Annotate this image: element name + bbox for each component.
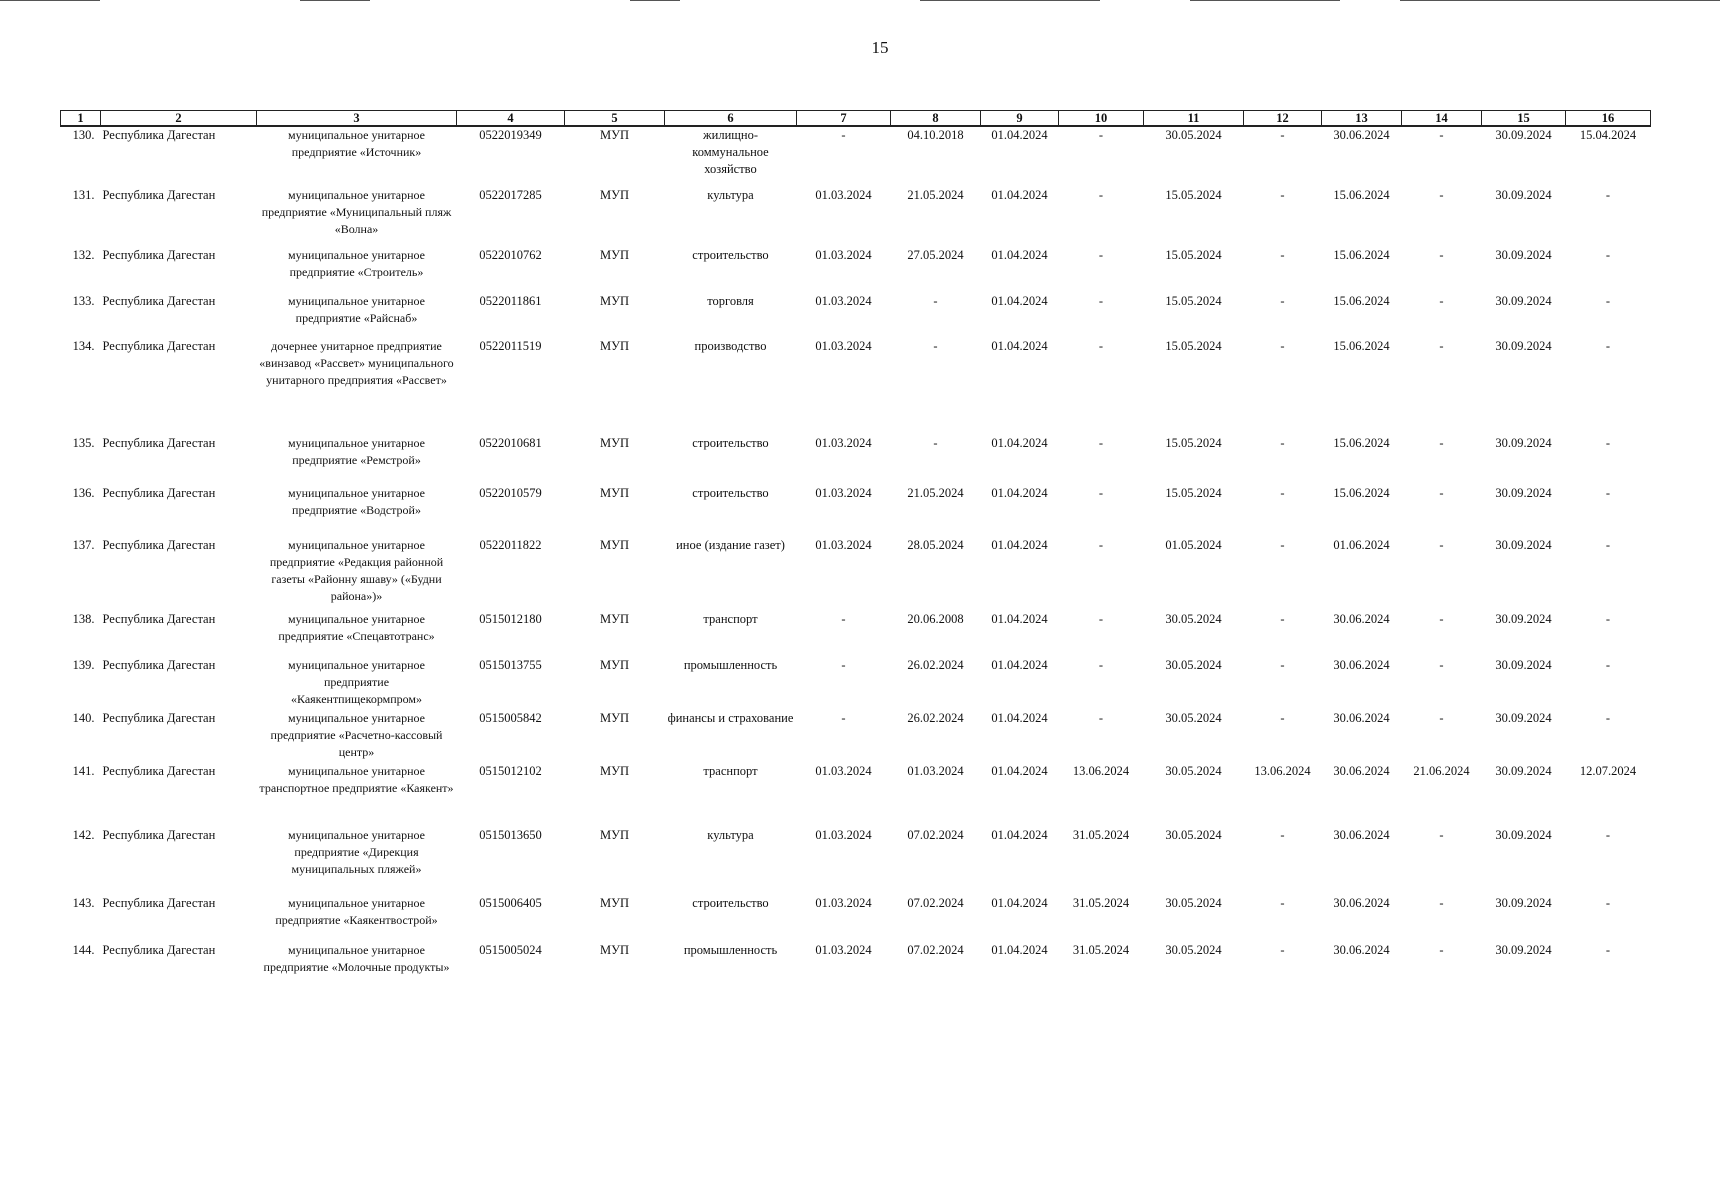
table-cell-col-13: 30.06.2024 (1333, 896, 1390, 910)
table-cell-col-7: 01.03.2024 (815, 339, 872, 353)
table-row (61, 763, 1651, 827)
table-cell-col-11: 30.05.2024 (1165, 711, 1222, 725)
table-body (61, 126, 1651, 1002)
table-cell-col-6: строительство (692, 896, 769, 910)
table-cell-col-4: 0522011519 (479, 339, 542, 353)
table-cell-col-13: 15.06.2024 (1333, 248, 1390, 262)
table-cell-col-4: 0522010579 (479, 486, 542, 500)
table-cell-col-8: 21.05.2024 (907, 486, 964, 500)
table-cell-col-16: 15.04.2024 (1579, 128, 1637, 142)
table-cell-col-2: Республика Дагестан (102, 896, 216, 910)
table-cell-col-6: культура (707, 188, 754, 202)
column-header: 11 (1144, 111, 1244, 127)
table-cell-col-12: 13.06.2024 (1254, 764, 1311, 778)
table-cell-col-16: - (1605, 538, 1611, 552)
table-row (61, 827, 1651, 895)
table-cell-col-12: - (1280, 128, 1285, 142)
table-cell-col-1: 136. (72, 486, 95, 500)
table-cell-col-2: Республика Дагестан (102, 943, 216, 957)
table-cell-col-11: 30.05.2024 (1165, 658, 1222, 672)
table-cell-col-14: 21.06.2024 (1413, 764, 1470, 778)
column-header: 2 (101, 111, 257, 127)
table-cell-col-13: 15.06.2024 (1333, 436, 1390, 450)
table-cell-col-5: МУП (600, 764, 629, 778)
table-cell-col-3: муниципальное унитарное предприятие «Водстрой» (288, 486, 425, 517)
table-cell-col-13: 30.06.2024 (1333, 612, 1390, 626)
table-cell-col-11: 30.05.2024 (1165, 828, 1222, 842)
table-cell-col-12: - (1280, 828, 1285, 842)
table-cell-col-11: 15.05.2024 (1165, 294, 1222, 308)
table-cell-col-11: 15.05.2024 (1165, 248, 1222, 262)
table-cell-col-7: 01.03.2024 (815, 436, 872, 450)
table-cell-col-9: 01.04.2024 (991, 764, 1048, 778)
table-cell-col-5: МУП (600, 658, 629, 672)
table-cell-col-15: 30.09.2024 (1495, 128, 1552, 142)
table-cell-col-3: муниципальное унитарное предприятие «Спецавтотранс» (278, 612, 435, 643)
table-cell-col-2: Республика Дагестан (102, 612, 216, 626)
table-cell-col-8: 20.06.2008 (907, 612, 964, 626)
table-cell-col-7: 01.03.2024 (815, 538, 872, 552)
table-cell-col-9: 01.04.2024 (991, 128, 1048, 142)
table-cell-col-15: 30.09.2024 (1495, 538, 1552, 552)
table-cell-col-9: 01.04.2024 (991, 658, 1048, 672)
table-cell-col-2: Республика Дагестан (102, 658, 216, 672)
column-header: 8 (891, 111, 981, 127)
table-cell-col-7: - (841, 711, 846, 725)
table-cell-col-8: 21.05.2024 (907, 188, 964, 202)
table-cell-col-15: 30.09.2024 (1495, 943, 1552, 957)
table-cell-col-9: 01.04.2024 (991, 711, 1048, 725)
table-cell-col-7: - (841, 658, 846, 672)
table-cell-col-1: 134. (72, 339, 95, 353)
table-cell-col-16: - (1605, 896, 1611, 910)
table-cell-col-9: 01.04.2024 (991, 294, 1048, 308)
table-row (61, 126, 1651, 187)
column-header: 6 (665, 111, 797, 127)
table-cell-col-1: 139. (72, 658, 95, 672)
table-cell-col-4: 0515012180 (479, 612, 542, 626)
table-cell-col-4: 0515005024 (479, 943, 542, 957)
table-cell-col-11: 30.05.2024 (1165, 943, 1222, 957)
table-cell-col-10: 31.05.2024 (1072, 896, 1130, 910)
table-cell-col-10: - (1098, 486, 1104, 500)
table-row (61, 895, 1651, 942)
table-cell-col-2: Республика Дагестан (102, 486, 216, 500)
table-cell-col-11: 30.05.2024 (1165, 764, 1222, 778)
table-cell-col-1: 135. (72, 436, 95, 450)
table-cell-col-10: - (1098, 128, 1104, 142)
table-cell-col-13: 15.06.2024 (1333, 486, 1390, 500)
table-cell-col-14: - (1439, 339, 1444, 353)
table-cell-col-3: муниципальное унитарное предприятие «Муниципальный пляж «Волна» (261, 188, 452, 236)
table-cell-col-9: 01.04.2024 (991, 612, 1048, 626)
column-header: 15 (1482, 111, 1566, 127)
column-header: 7 (797, 111, 891, 127)
table-cell-col-10: - (1098, 612, 1104, 626)
table-cell-col-10: - (1098, 248, 1104, 262)
table-cell-col-7: 01.03.2024 (815, 943, 872, 957)
table-cell-col-8: 07.02.2024 (907, 943, 964, 957)
table-cell-col-8: 26.02.2024 (907, 658, 964, 672)
table-cell-col-9: 01.04.2024 (991, 339, 1048, 353)
table-cell-col-3: муниципальное унитарное предприятие «Райснаб» (288, 294, 425, 325)
table-cell-col-15: 30.09.2024 (1495, 339, 1552, 353)
table-cell-col-11: 30.05.2024 (1165, 612, 1222, 626)
table-cell-col-1: 141. (72, 764, 95, 778)
table-cell-col-5: МУП (600, 188, 629, 202)
table-cell-col-13: 15.06.2024 (1333, 294, 1390, 308)
table-cell-col-15: 30.09.2024 (1495, 828, 1552, 842)
column-header: 1 (61, 111, 101, 127)
table-cell-col-2: Республика Дагестан (102, 128, 216, 142)
table-cell-col-6: финансы и страхование (667, 711, 794, 725)
table-row (61, 657, 1651, 710)
table-cell-col-1: 133. (72, 294, 95, 308)
table-cell-col-11: 15.05.2024 (1165, 436, 1222, 450)
table-cell-col-2: Республика Дагестан (102, 436, 216, 450)
table-cell-col-5: МУП (600, 828, 629, 842)
column-header: 16 (1566, 111, 1651, 127)
table-cell-col-8: - (933, 294, 938, 308)
table-cell-col-5: МУП (600, 294, 629, 308)
table-cell-col-1: 130. (72, 128, 95, 142)
table-cell-col-9: 01.04.2024 (991, 248, 1048, 262)
table-cell-col-2: Республика Дагестан (102, 828, 216, 842)
table-cell-col-12: - (1280, 711, 1285, 725)
table-cell-col-11: 01.05.2024 (1165, 538, 1222, 552)
table-cell-col-7: 01.03.2024 (815, 248, 872, 262)
table-cell-col-10: - (1098, 658, 1104, 672)
table-cell-col-15: 30.09.2024 (1495, 764, 1552, 778)
table-cell-col-9: 01.04.2024 (991, 436, 1048, 450)
table-cell-col-4: 0522019349 (479, 128, 542, 142)
table-cell-col-1: 132. (72, 248, 95, 262)
table-cell-col-3: муниципальное унитарное предприятие «Каякентпищекормпром» (288, 658, 425, 706)
table-cell-col-3: муниципальное унитарное транспортное предприятие «Каякент» (259, 764, 454, 795)
table-cell-col-2: Республика Дагестан (102, 711, 216, 725)
table-header-row (61, 111, 1651, 127)
table-cell-col-3: муниципальное унитарное предприятие «Строитель» (288, 248, 425, 279)
table-cell-col-11: 30.05.2024 (1165, 128, 1222, 142)
table-cell-col-14: - (1439, 612, 1444, 626)
table-cell-col-1: 140. (72, 711, 95, 725)
table-cell-col-3: муниципальное унитарное предприятие «Дирекция муниципальных пляжей» (288, 828, 425, 876)
table-cell-col-4: 0515013650 (479, 828, 542, 842)
table-cell-col-9: 01.04.2024 (991, 538, 1048, 552)
table-cell-col-6: жилищно-коммунальное хозяйство (692, 128, 769, 176)
column-header: 10 (1059, 111, 1144, 127)
table-cell-col-12: - (1280, 658, 1285, 672)
table-cell-col-13: 30.06.2024 (1333, 764, 1390, 778)
table-cell-col-15: 30.09.2024 (1495, 436, 1552, 450)
table-cell-col-10: - (1098, 339, 1104, 353)
table-cell-col-14: - (1439, 711, 1444, 725)
table-cell-col-6: промышленность (683, 943, 778, 957)
column-header: 13 (1322, 111, 1402, 127)
table-cell-col-7: - (841, 612, 846, 626)
table-cell-col-10: 13.06.2024 (1072, 764, 1130, 778)
table-cell-col-14: - (1439, 828, 1444, 842)
table-cell-col-11: 30.05.2024 (1165, 896, 1222, 910)
column-header: 9 (981, 111, 1059, 127)
table-cell-col-8: - (933, 339, 938, 353)
table-cell-col-12: - (1280, 896, 1285, 910)
table-cell-col-12: - (1280, 294, 1285, 308)
table-cell-col-8: 26.02.2024 (907, 711, 964, 725)
table-cell-col-3: дочернее унитарное предприятие «винзавод «Рассвет» муниципального унитарного предприятия «Рассвет» (259, 339, 454, 387)
table-cell-col-1: 142. (72, 828, 95, 842)
table-cell-col-7: 01.03.2024 (815, 896, 872, 910)
table-cell-col-16: - (1605, 248, 1611, 262)
table-cell-col-14: - (1439, 943, 1444, 957)
table-cell-col-4: 0522017285 (479, 188, 542, 202)
table-cell-col-5: МУП (600, 711, 629, 725)
table-cell-col-13: 15.06.2024 (1333, 339, 1390, 353)
table-cell-col-7: 01.03.2024 (815, 828, 872, 842)
table-cell-col-16: - (1605, 711, 1611, 725)
table-cell-col-6: культура (707, 828, 754, 842)
table-cell-col-11: 15.05.2024 (1165, 339, 1222, 353)
table-row (61, 293, 1651, 338)
table-row (61, 611, 1651, 657)
table-cell-col-3: муниципальное унитарное предприятие «Расчетно-кассовый центр» (270, 711, 443, 759)
table-cell-col-12: - (1280, 248, 1285, 262)
table-cell-col-16: - (1605, 294, 1611, 308)
table-cell-col-12: - (1280, 538, 1285, 552)
table-cell-col-2: Республика Дагестан (102, 339, 216, 353)
table-cell-col-2: Республика Дагестан (102, 188, 216, 202)
table-cell-col-16: - (1605, 486, 1611, 500)
table-cell-col-5: МУП (600, 943, 629, 957)
table-cell-col-13: 30.06.2024 (1333, 828, 1390, 842)
table-cell-col-13: 15.06.2024 (1333, 188, 1390, 202)
table-cell-col-16: - (1605, 612, 1611, 626)
column-header: 14 (1402, 111, 1482, 127)
table-cell-col-16: - (1605, 828, 1611, 842)
table-cell-col-16: - (1605, 943, 1611, 957)
table-cell-col-7: 01.03.2024 (815, 764, 872, 778)
table-cell-col-8: 07.02.2024 (907, 896, 964, 910)
table-cell-col-10: - (1098, 436, 1104, 450)
table-cell-col-14: - (1439, 538, 1444, 552)
table-cell-col-9: 01.04.2024 (991, 486, 1048, 500)
table-cell-col-16: 12.07.2024 (1579, 764, 1637, 778)
table-cell-col-2: Республика Дагестан (102, 538, 216, 552)
table-cell-col-5: МУП (600, 128, 629, 142)
table-row (61, 710, 1651, 763)
table-cell-col-10: - (1098, 188, 1104, 202)
table-cell-col-16: - (1605, 339, 1611, 353)
table-cell-col-6: транспорт (703, 612, 758, 626)
enterprise-registry-table (60, 110, 1651, 1002)
table-cell-col-9: 01.04.2024 (991, 943, 1048, 957)
table-cell-col-8: 28.05.2024 (907, 538, 964, 552)
table-cell-col-12: - (1280, 612, 1285, 626)
table-cell-col-14: - (1439, 188, 1444, 202)
table-cell-col-6: промышленность (683, 658, 778, 672)
table-cell-col-3: муниципальное унитарное предприятие «Источник» (288, 128, 425, 159)
table-cell-col-16: - (1605, 658, 1611, 672)
table-cell-col-1: 137. (72, 538, 95, 552)
table-cell-col-9: 01.04.2024 (991, 188, 1048, 202)
table-cell-col-10: - (1098, 538, 1104, 552)
table-cell-col-1: 144. (72, 943, 95, 957)
table-cell-col-7: 01.03.2024 (815, 486, 872, 500)
table-cell-col-13: 01.06.2024 (1333, 538, 1390, 552)
table-row (61, 187, 1651, 247)
table-cell-col-15: 30.09.2024 (1495, 896, 1552, 910)
table-cell-col-3: муниципальное унитарное предприятие «Каякентвострой» (275, 896, 438, 927)
table-cell-col-6: строительство (692, 436, 769, 450)
table-cell-col-4: 0515005842 (479, 711, 542, 725)
scan-edge-marks (0, 0, 1721, 6)
table-cell-col-15: 30.09.2024 (1495, 486, 1552, 500)
table-cell-col-5: МУП (600, 339, 629, 353)
table-cell-col-8: 27.05.2024 (907, 248, 964, 262)
table-cell-col-8: 07.02.2024 (907, 828, 964, 842)
table-cell-col-15: 30.09.2024 (1495, 188, 1552, 202)
table-cell-col-8: 04.10.2018 (907, 128, 964, 142)
table-row (61, 485, 1651, 537)
table-cell-col-12: - (1280, 339, 1285, 353)
table-cell-col-13: 30.06.2024 (1333, 711, 1390, 725)
column-header: 3 (257, 111, 457, 127)
table-cell-col-5: МУП (600, 538, 629, 552)
table-cell-col-14: - (1439, 294, 1444, 308)
table-cell-col-13: 30.06.2024 (1333, 943, 1390, 957)
table-cell-col-13: 30.06.2024 (1333, 658, 1390, 672)
table-cell-col-4: 0522010681 (479, 436, 542, 450)
table-cell-col-6: строительство (692, 248, 769, 262)
table-cell-col-11: 15.05.2024 (1165, 188, 1222, 202)
table-cell-col-12: - (1280, 436, 1285, 450)
table-row (61, 338, 1651, 435)
table-cell-col-1: 143. (72, 896, 95, 910)
table-cell-col-14: - (1439, 486, 1444, 500)
column-header: 12 (1244, 111, 1322, 127)
table-cell-col-12: - (1280, 188, 1285, 202)
column-header: 5 (565, 111, 665, 127)
table-cell-col-16: - (1605, 188, 1611, 202)
table-cell-col-7: - (841, 128, 846, 142)
table-cell-col-15: 30.09.2024 (1495, 612, 1552, 626)
table-cell-col-14: - (1439, 896, 1444, 910)
table-cell-col-15: 30.09.2024 (1495, 248, 1552, 262)
table-row (61, 247, 1651, 293)
table-cell-col-5: МУП (600, 896, 629, 910)
table-cell-col-16: - (1605, 436, 1611, 450)
table-cell-col-1: 138. (72, 612, 95, 626)
table-cell-col-13: 30.06.2024 (1333, 128, 1390, 142)
table-cell-col-6: торговля (707, 294, 754, 308)
table-cell-col-14: - (1439, 248, 1444, 262)
table-cell-col-2: Республика Дагестан (102, 764, 216, 778)
table-cell-col-12: - (1280, 943, 1285, 957)
table-cell-col-3: муниципальное унитарное предприятие «Редакция районной газеты «Районну яшаву» («Будни района»)» (269, 538, 444, 603)
table-cell-col-6: траснпорт (703, 764, 758, 778)
table-cell-col-14: - (1439, 658, 1444, 672)
table-cell-col-5: МУП (600, 248, 629, 262)
table-cell-col-8: 01.03.2024 (907, 764, 964, 778)
table-cell-col-3: муниципальное унитарное предприятие «Ремстрой» (288, 436, 425, 467)
table-cell-col-14: - (1439, 128, 1444, 142)
table-cell-col-2: Республика Дагестан (102, 294, 216, 308)
column-header: 4 (457, 111, 565, 127)
table-row (61, 435, 1651, 485)
table-row (61, 537, 1651, 611)
table-cell-col-15: 30.09.2024 (1495, 711, 1552, 725)
table-cell-col-11: 15.05.2024 (1165, 486, 1222, 500)
table-cell-col-6: производство (694, 339, 767, 353)
table-cell-col-4: 0515013755 (479, 658, 542, 672)
table-cell-col-7: 01.03.2024 (815, 188, 872, 202)
table-cell-col-10: 31.05.2024 (1072, 943, 1130, 957)
table-cell-col-10: 31.05.2024 (1072, 828, 1130, 842)
table-cell-col-4: 0515006405 (479, 896, 542, 910)
table-cell-col-4: 0522011861 (479, 294, 542, 308)
table-cell-col-5: МУП (600, 436, 629, 450)
table-cell-col-6: строительство (692, 486, 769, 500)
table-cell-col-12: - (1280, 486, 1285, 500)
table-row (61, 942, 1651, 1002)
table-cell-col-7: 01.03.2024 (815, 294, 872, 308)
table-cell-col-5: МУП (600, 612, 629, 626)
table-cell-col-4: 0515012102 (479, 764, 542, 778)
page-number: 15 (871, 38, 889, 57)
table-cell-col-15: 30.09.2024 (1495, 294, 1552, 308)
table-cell-col-10: - (1098, 294, 1104, 308)
table-cell-col-3: муниципальное унитарное предприятие «Молочные продукты» (263, 943, 450, 974)
table-cell-col-4: 0522010762 (479, 248, 542, 262)
table-cell-col-9: 01.04.2024 (991, 896, 1048, 910)
table-cell-col-8: - (933, 436, 938, 450)
table-cell-col-1: 131. (72, 188, 95, 202)
table-cell-col-6: иное (издание газет) (676, 538, 785, 552)
table-cell-col-14: - (1439, 436, 1444, 450)
table-cell-col-4: 0522011822 (479, 538, 542, 552)
table-cell-col-9: 01.04.2024 (991, 828, 1048, 842)
table-cell-col-5: МУП (600, 486, 629, 500)
table-cell-col-10: - (1098, 711, 1104, 725)
table-cell-col-15: 30.09.2024 (1495, 658, 1552, 672)
table-cell-col-2: Республика Дагестан (102, 248, 216, 262)
